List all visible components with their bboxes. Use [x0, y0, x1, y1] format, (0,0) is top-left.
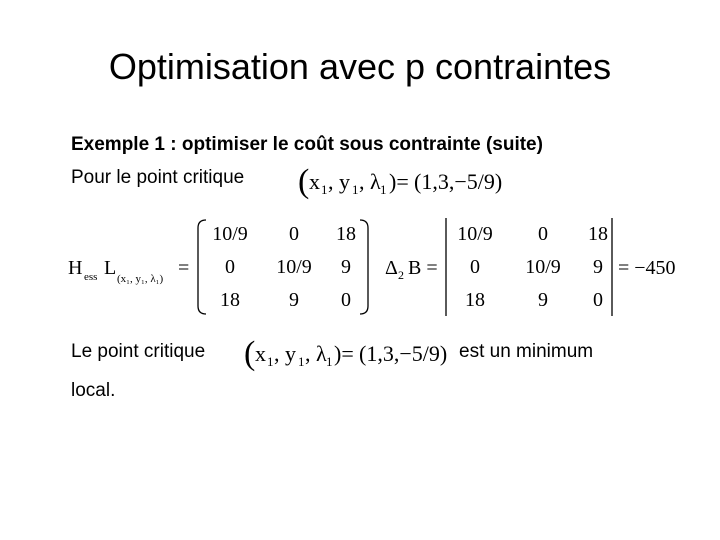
hessian-label	[68, 257, 189, 285]
svg-text:1: 1	[321, 182, 328, 197]
svg-text:, y: , y	[274, 341, 296, 366]
svg-text:, λ: , λ	[305, 341, 327, 366]
svg-text:1: 1	[267, 354, 274, 369]
svg-text:Δ: Δ	[385, 257, 398, 279]
determinant-result: = −450	[618, 257, 676, 279]
determinant-cell: 0	[538, 223, 548, 245]
svg-text:(1,3,−5/9): (1,3,−5/9)	[414, 169, 503, 194]
svg-text:1: 1	[380, 182, 387, 197]
determinant-cell: 9	[538, 289, 548, 311]
conclusion-mid: est un minimum	[459, 341, 594, 362]
hessian-cell: 0	[341, 289, 351, 311]
svg-text:B =: B =	[408, 257, 438, 279]
svg-text:(1,3,−5/9): (1,3,−5/9)	[359, 341, 448, 366]
svg-text:1: 1	[352, 182, 359, 197]
example-subtitle: Exemple 1 : optimiser le coût sous contrainte (suite)	[71, 134, 543, 155]
svg-text:)=: )=	[389, 169, 409, 194]
hessian-cell: 10/9	[276, 256, 312, 278]
hessian-matrix	[212, 223, 356, 311]
critical-point-expression	[298, 163, 502, 200]
determinant-cell: 10/9	[525, 256, 561, 278]
determinant-matrix	[457, 223, 608, 311]
determinant-cell: 18	[588, 223, 608, 245]
determinant-label	[385, 257, 438, 282]
hessian-cell: 9	[341, 256, 351, 278]
svg-text:(x₁, y₁, λ₁): (x₁, y₁, λ₁)	[117, 273, 164, 285]
determinant-cell: 18	[465, 289, 485, 311]
conclusion-start: Le point critique	[71, 341, 206, 362]
svg-text:(: (	[244, 335, 256, 372]
svg-text:, λ: , λ	[359, 169, 381, 194]
svg-text:L: L	[104, 257, 117, 279]
svg-text:x: x	[309, 169, 320, 194]
svg-text:=: =	[178, 257, 190, 279]
critical-point-intro: Pour le point critique	[71, 167, 245, 188]
svg-text:(: (	[298, 163, 310, 200]
svg-text:1: 1	[298, 354, 305, 369]
conclusion-end: local.	[71, 380, 116, 401]
hessian-right-bracket	[360, 220, 368, 314]
svg-text:2: 2	[398, 268, 404, 282]
determinant-cell: 9	[593, 256, 603, 278]
svg-text:, y: , y	[328, 169, 350, 194]
critical-point-expression-repeat	[244, 335, 447, 372]
svg-text:)=: )=	[334, 341, 354, 366]
hessian-cell: 0	[225, 256, 235, 278]
hessian-cell: 18	[220, 289, 240, 311]
hessian-left-bracket	[198, 220, 206, 314]
determinant-cell: 0	[593, 289, 603, 311]
svg-text:H: H	[68, 257, 83, 279]
svg-text:x: x	[255, 341, 266, 366]
determinant-cell: 0	[470, 256, 480, 278]
hessian-cell: 10/9	[212, 223, 248, 245]
determinant-cell: 10/9	[457, 223, 493, 245]
svg-text:ess: ess	[84, 271, 98, 283]
hessian-cell: 18	[336, 223, 356, 245]
hessian-cell: 0	[289, 223, 299, 245]
hessian-cell: 9	[289, 289, 299, 311]
svg-text:1: 1	[326, 354, 333, 369]
slide-title: Optimisation avec p contraintes	[108, 46, 612, 87]
